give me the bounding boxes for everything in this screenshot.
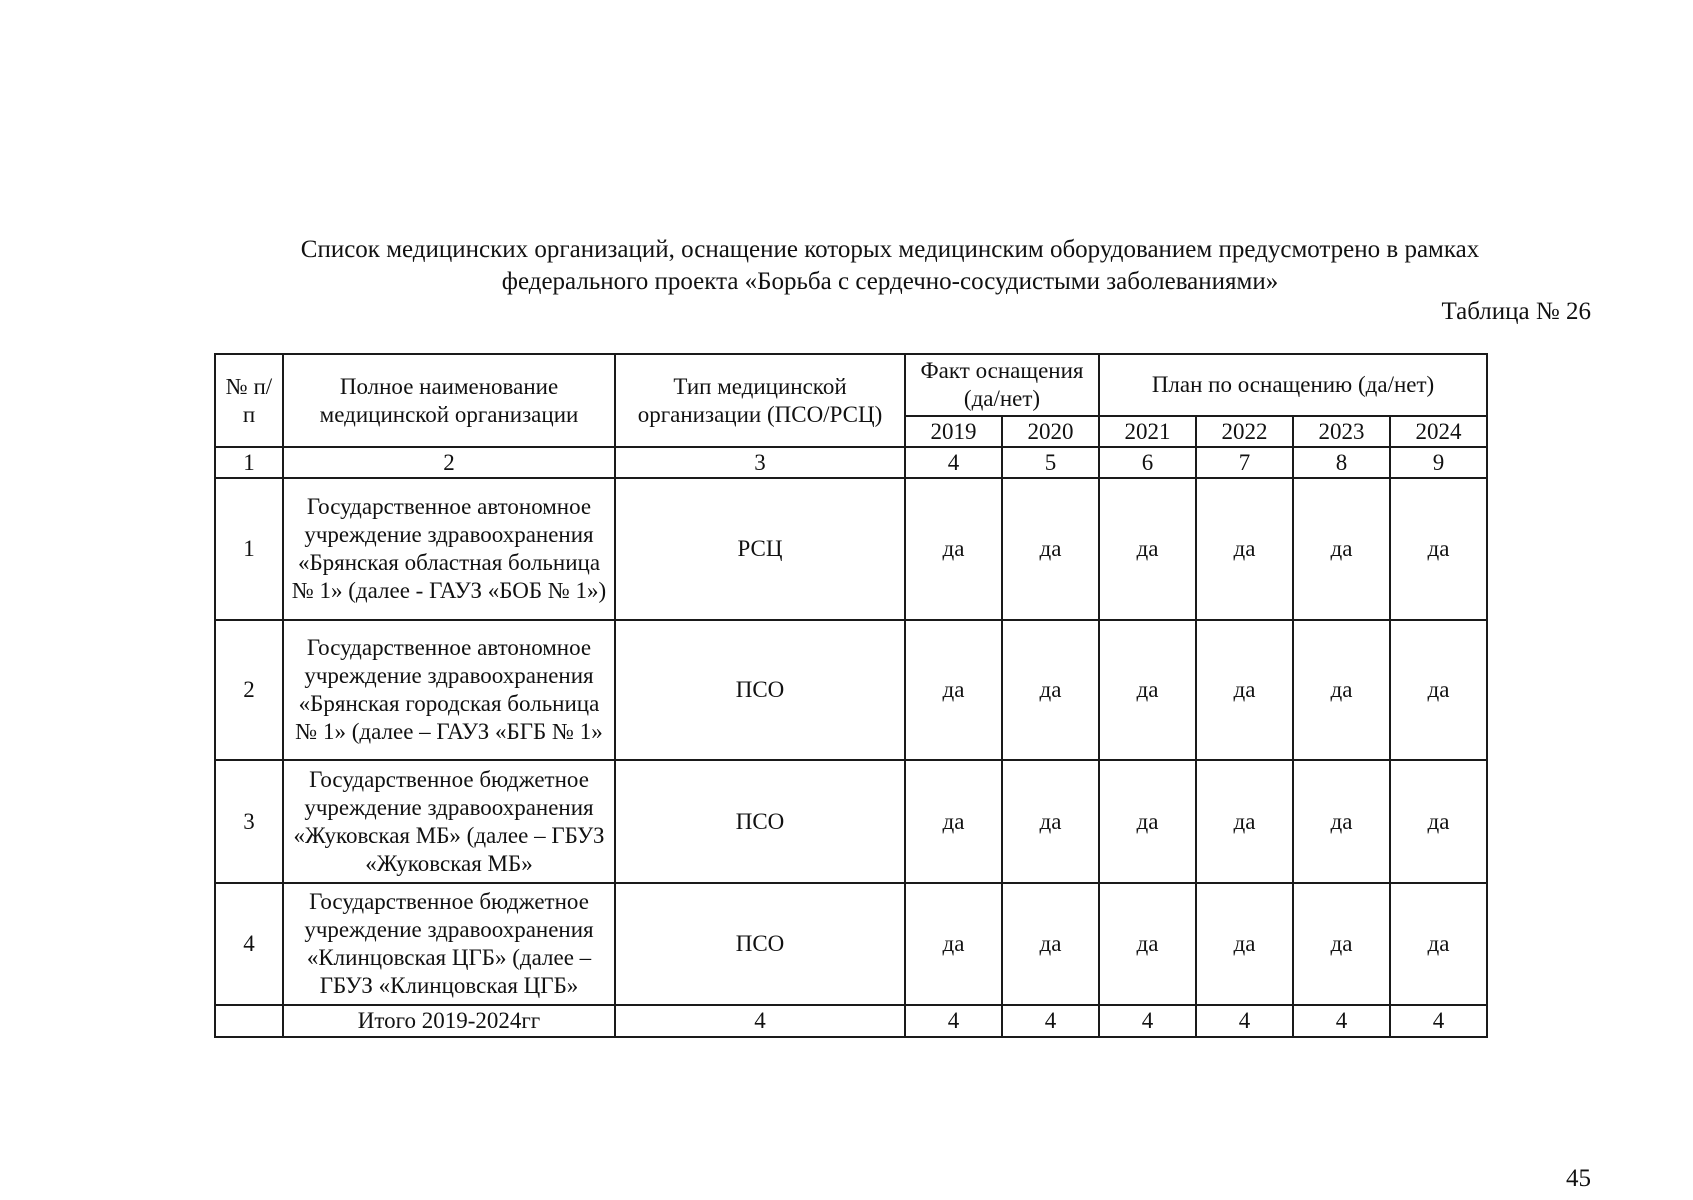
org-type: ПСО: [615, 760, 905, 883]
year-value: да: [1002, 478, 1099, 620]
year-value: да: [1390, 478, 1487, 620]
title-line-1: Список медицинских организаций, оснащение которых медицинским оборудованием предусмотрено в рамках: [300, 236, 1480, 263]
org-type: ПСО: [615, 883, 905, 1005]
table-row: [215, 883, 1487, 1005]
total-value: 4: [905, 1005, 1002, 1037]
year-value: да: [905, 478, 1002, 620]
org-name: Государственное бюджетное учреждение здравоохранения «Клинцовская ЦГБ» (далее – ГБУЗ «Клинцовская ЦГБ»: [283, 883, 615, 1005]
year-value: да: [1390, 620, 1487, 760]
header-row: [215, 354, 1487, 416]
org-type: ПСО: [615, 620, 905, 760]
header-num: № п/п: [215, 354, 283, 447]
year-value: да: [1196, 760, 1293, 883]
year-value: да: [905, 620, 1002, 760]
year-value: да: [1099, 620, 1196, 760]
column-number: 5: [1002, 447, 1099, 478]
year-value: да: [1293, 760, 1390, 883]
title-line-2: федерального проекта «Борьба с сердечно-сосудистыми заболеваниями»: [501, 268, 1279, 295]
document-title: [200, 234, 1580, 298]
year-value: да: [1196, 478, 1293, 620]
column-number: 6: [1099, 447, 1196, 478]
row-num: 1: [215, 478, 283, 620]
org-name: Государственное бюджетное учреждение здравоохранения «Жуковская МБ» (далее – ГБУЗ «Жуковская МБ»: [283, 760, 615, 883]
total-label: Итого 2019-2024гг: [283, 1005, 615, 1037]
year-value: да: [1293, 883, 1390, 1005]
year-value: да: [1196, 883, 1293, 1005]
year-value: да: [1196, 620, 1293, 760]
total-value: 4: [1293, 1005, 1390, 1037]
column-number: 7: [1196, 447, 1293, 478]
year-value: да: [1390, 883, 1487, 1005]
total-empty-cell: [215, 1005, 283, 1037]
year-value: да: [1293, 620, 1390, 760]
table-row: [215, 620, 1487, 760]
row-num: 3: [215, 760, 283, 883]
total-row: [215, 1005, 1487, 1037]
table-row: [215, 478, 1487, 620]
year-value: да: [1099, 883, 1196, 1005]
year-value: да: [1002, 883, 1099, 1005]
year-value: да: [1390, 760, 1487, 883]
total-type: 4: [615, 1005, 905, 1037]
header-plan: План по оснащению (да/нет): [1099, 354, 1487, 416]
total-value: 4: [1390, 1005, 1487, 1037]
org-name: Государственное автономное учреждение здравоохранения «Брянская городская больница № 1» (далее – ГАУЗ «БГБ № 1»: [283, 620, 615, 760]
page-number: 45: [1566, 1165, 1591, 1192]
header-year: 2021: [1099, 416, 1196, 447]
column-number: 9: [1390, 447, 1487, 478]
header-year: 2020: [1002, 416, 1099, 447]
header-year: 2023: [1293, 416, 1390, 447]
column-number: 2: [283, 447, 615, 478]
header-year: 2022: [1196, 416, 1293, 447]
year-value: да: [905, 760, 1002, 883]
table-row: [215, 760, 1487, 883]
year-value: да: [905, 883, 1002, 1005]
org-name: Государственное автономное учреждение здравоохранения «Брянская областная больница № 1» (далее - ГАУЗ «БОБ № 1»): [283, 478, 615, 620]
total-value: 4: [1002, 1005, 1099, 1037]
header-name: Полное наименование медицинской организации: [283, 354, 615, 447]
column-number: 4: [905, 447, 1002, 478]
header-year: 2019: [905, 416, 1002, 447]
year-value: да: [1002, 760, 1099, 883]
row-num: 4: [215, 883, 283, 1005]
organizations-table: [214, 353, 1488, 1038]
total-value: 4: [1099, 1005, 1196, 1037]
year-value: да: [1099, 478, 1196, 620]
table-number: Таблица № 26: [1441, 298, 1591, 325]
column-number: 8: [1293, 447, 1390, 478]
year-value: да: [1099, 760, 1196, 883]
header-year: 2024: [1390, 416, 1487, 447]
header-type: Тип медицинской организации (ПСО/РСЦ): [615, 354, 905, 447]
header-fact: Факт оснащения (да/нет): [905, 354, 1099, 416]
year-value: да: [1002, 620, 1099, 760]
total-value: 4: [1196, 1005, 1293, 1037]
org-type: РСЦ: [615, 478, 905, 620]
column-number: 1: [215, 447, 283, 478]
column-number: 3: [615, 447, 905, 478]
year-value: да: [1293, 478, 1390, 620]
row-num: 2: [215, 620, 283, 760]
column-numbers-row: [215, 447, 1487, 478]
